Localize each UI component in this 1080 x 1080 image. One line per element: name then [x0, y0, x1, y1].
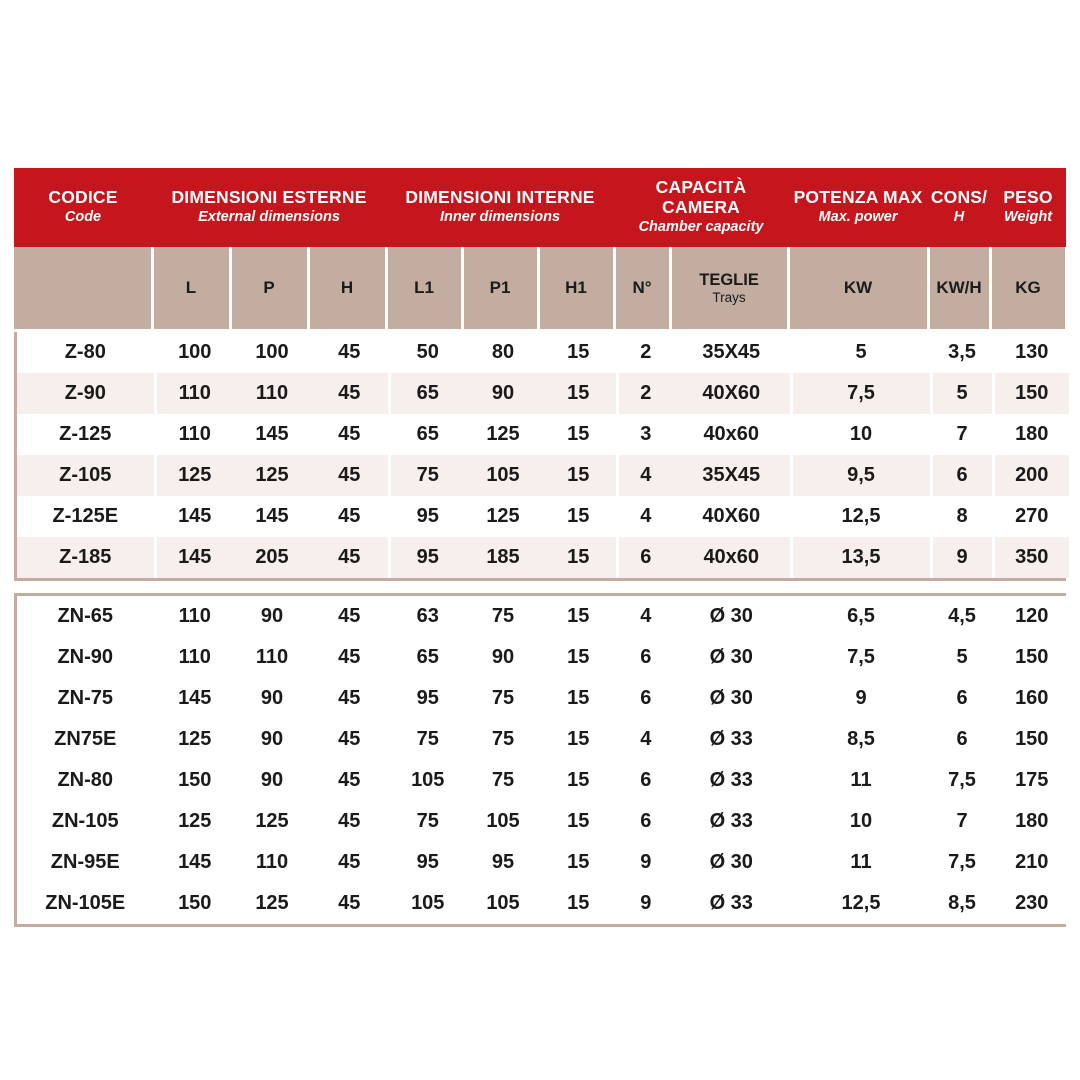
- cell-code: Z-80: [17, 332, 155, 373]
- table-row: [17, 332, 1069, 373]
- cell-kwh: 3,5: [931, 332, 993, 373]
- header-col-l: L: [152, 247, 230, 331]
- cell-p: 90: [233, 760, 311, 801]
- cell-teglie: Ø 30: [673, 842, 791, 883]
- cell-l: 150: [155, 760, 233, 801]
- header-group-potenza-title: POTENZA MAX: [793, 187, 923, 208]
- cell-l1: 95: [389, 678, 465, 719]
- cell-l: 110: [155, 596, 233, 637]
- cell-kwh: 6: [931, 719, 993, 760]
- cell-kw: 10: [791, 414, 931, 455]
- cell-code: ZN-95E: [17, 842, 155, 883]
- table-row: [17, 373, 1069, 414]
- table-row: [17, 537, 1069, 578]
- cell-h1: 15: [541, 373, 617, 414]
- cell-h: 45: [311, 719, 389, 760]
- cell-h: 45: [311, 455, 389, 496]
- cell-code: ZN-65: [17, 596, 155, 637]
- cell-kwh: 7: [931, 801, 993, 842]
- cell-teglie: Ø 33: [673, 719, 791, 760]
- cell-code: Z-125: [17, 414, 155, 455]
- cell-n: 4: [617, 496, 673, 537]
- header-group-esterne-title: DIMENSIONI ESTERNE: [171, 187, 367, 208]
- header-group-capacita-subtitle: Chamber capacity: [638, 219, 764, 236]
- cell-code: ZN75E: [17, 719, 155, 760]
- spec-table-series-zn: [17, 596, 1069, 924]
- cell-h: 45: [311, 883, 389, 924]
- cell-p: 110: [233, 637, 311, 678]
- cell-code: ZN-105: [17, 801, 155, 842]
- cell-p: 145: [233, 496, 311, 537]
- cell-teglie: Ø 30: [673, 596, 791, 637]
- table-row: [17, 455, 1069, 496]
- header-col-kw: KW: [788, 247, 928, 331]
- cell-kwh: 4,5: [931, 596, 993, 637]
- table-row: [17, 496, 1069, 537]
- cell-p: 125: [233, 455, 311, 496]
- cell-h1: 15: [541, 596, 617, 637]
- table-row: [17, 801, 1069, 842]
- cell-kg: 160: [993, 678, 1069, 719]
- cell-h: 45: [311, 678, 389, 719]
- cell-kwh: 7,5: [931, 760, 993, 801]
- cell-p1: 90: [465, 373, 541, 414]
- cell-h: 45: [311, 537, 389, 578]
- header-group-consumo-title: CONS/: [930, 187, 988, 208]
- header-group-dimensioni-esterne: [152, 168, 386, 247]
- table-row: [17, 414, 1069, 455]
- cell-kwh: 6: [931, 455, 993, 496]
- cell-l1: 50: [389, 332, 465, 373]
- cell-kg: 270: [993, 496, 1069, 537]
- cell-kw: 10: [791, 801, 931, 842]
- cell-h: 45: [311, 760, 389, 801]
- cell-n: 4: [617, 596, 673, 637]
- cell-code: ZN-80: [17, 760, 155, 801]
- cell-kwh: 9: [931, 537, 993, 578]
- cell-teglie: Ø 30: [673, 637, 791, 678]
- cell-l1: 95: [389, 537, 465, 578]
- table-row: [17, 883, 1069, 924]
- cell-kg: 120: [993, 596, 1069, 637]
- table-row: [17, 596, 1069, 637]
- cell-h1: 15: [541, 455, 617, 496]
- cell-kg: 150: [993, 719, 1069, 760]
- cell-p: 125: [233, 801, 311, 842]
- cell-kg: 175: [993, 760, 1069, 801]
- cell-l1: 95: [389, 842, 465, 883]
- cell-kw: 9: [791, 678, 931, 719]
- spec-table-header: [14, 168, 1068, 332]
- cell-code: Z-125E: [17, 496, 155, 537]
- header-col-n: N°: [614, 247, 670, 331]
- cell-l: 145: [155, 842, 233, 883]
- table-row: [17, 637, 1069, 678]
- header-group-potenza-subtitle: Max. power: [818, 209, 898, 226]
- cell-kw: 11: [791, 842, 931, 883]
- cell-n: 6: [617, 760, 673, 801]
- cell-p1: 95: [465, 842, 541, 883]
- cell-kg: 230: [993, 883, 1069, 924]
- cell-kw: 7,5: [791, 373, 931, 414]
- cell-p1: 75: [465, 678, 541, 719]
- cell-n: 3: [617, 414, 673, 455]
- cell-h1: 15: [541, 496, 617, 537]
- cell-p: 90: [233, 678, 311, 719]
- cell-teglie: Ø 33: [673, 883, 791, 924]
- cell-l: 145: [155, 678, 233, 719]
- cell-h: 45: [311, 414, 389, 455]
- cell-kw: 8,5: [791, 719, 931, 760]
- cell-kg: 150: [993, 637, 1069, 678]
- cell-kw: 13,5: [791, 537, 931, 578]
- cell-teglie: 40X60: [673, 373, 791, 414]
- cell-l: 110: [155, 373, 233, 414]
- cell-p: 145: [233, 414, 311, 455]
- cell-p1: 105: [465, 455, 541, 496]
- cell-n: 6: [617, 801, 673, 842]
- cell-h1: 15: [541, 883, 617, 924]
- header-row-groups: [14, 168, 1066, 247]
- cell-n: 6: [617, 637, 673, 678]
- cell-p: 125: [233, 883, 311, 924]
- cell-teglie: Ø 33: [673, 760, 791, 801]
- header-group-potenza-max: [788, 168, 928, 247]
- cell-n: 6: [617, 678, 673, 719]
- cell-l1: 95: [389, 496, 465, 537]
- cell-p: 110: [233, 373, 311, 414]
- header-group-peso: [990, 168, 1066, 247]
- header-group-consumo-subtitle: H: [953, 209, 965, 226]
- cell-h: 45: [311, 801, 389, 842]
- cell-l1: 75: [389, 719, 465, 760]
- cell-teglie: 35X45: [673, 455, 791, 496]
- header-group-consumo: [928, 168, 990, 247]
- header-row-columns: [14, 247, 1066, 331]
- cell-teglie: Ø 33: [673, 801, 791, 842]
- cell-teglie: Ø 30: [673, 678, 791, 719]
- cell-kg: 350: [993, 537, 1069, 578]
- cell-h1: 15: [541, 760, 617, 801]
- cell-l: 100: [155, 332, 233, 373]
- cell-teglie: 35X45: [673, 332, 791, 373]
- cell-kg: 180: [993, 414, 1069, 455]
- table-row: [17, 842, 1069, 883]
- cell-kg: 180: [993, 801, 1069, 842]
- cell-l1: 75: [389, 801, 465, 842]
- cell-l: 110: [155, 637, 233, 678]
- cell-l1: 75: [389, 455, 465, 496]
- block-series-zn: [14, 593, 1066, 927]
- header-col-kwh: KW/H: [928, 247, 990, 331]
- cell-p1: 75: [465, 760, 541, 801]
- header-col-p: P: [230, 247, 308, 331]
- block-series-z: [14, 332, 1066, 581]
- cell-p1: 75: [465, 719, 541, 760]
- cell-kw: 6,5: [791, 596, 931, 637]
- cell-p1: 80: [465, 332, 541, 373]
- cell-kw: 5: [791, 332, 931, 373]
- cell-kwh: 5: [931, 637, 993, 678]
- cell-kg: 130: [993, 332, 1069, 373]
- header-col-teglie: [670, 247, 788, 331]
- cell-h: 45: [311, 332, 389, 373]
- header-col-code-blank: [14, 247, 152, 331]
- header-group-codice-subtitle: Code: [64, 209, 102, 226]
- table-row: [17, 719, 1069, 760]
- cell-n: 2: [617, 332, 673, 373]
- header-group-interne-subtitle: Inner dimensions: [440, 209, 561, 226]
- cell-kw: 9,5: [791, 455, 931, 496]
- cell-teglie: 40x60: [673, 414, 791, 455]
- cell-kw: 11: [791, 760, 931, 801]
- spec-table-wrap: [14, 168, 1066, 927]
- cell-n: 4: [617, 719, 673, 760]
- header-group-capacita-camera: [614, 168, 788, 247]
- cell-n: 9: [617, 883, 673, 924]
- cell-p1: 185: [465, 537, 541, 578]
- cell-h1: 15: [541, 637, 617, 678]
- cell-l: 145: [155, 537, 233, 578]
- cell-h1: 15: [541, 414, 617, 455]
- cell-kg: 210: [993, 842, 1069, 883]
- cell-l: 125: [155, 719, 233, 760]
- cell-l1: 105: [389, 760, 465, 801]
- spec-table-series-z: [17, 332, 1069, 578]
- cell-p1: 125: [465, 496, 541, 537]
- cell-n: 2: [617, 373, 673, 414]
- cell-h: 45: [311, 637, 389, 678]
- cell-n: 4: [617, 455, 673, 496]
- cell-teglie: 40x60: [673, 537, 791, 578]
- cell-code: Z-90: [17, 373, 155, 414]
- header-col-p1: P1: [462, 247, 538, 331]
- header-col-h: H: [308, 247, 386, 331]
- header-col-teglie-subtitle: Trays: [712, 289, 746, 305]
- cell-p: 90: [233, 596, 311, 637]
- cell-h1: 15: [541, 801, 617, 842]
- cell-h1: 15: [541, 332, 617, 373]
- cell-p1: 105: [465, 801, 541, 842]
- cell-h1: 15: [541, 678, 617, 719]
- cell-kw: 12,5: [791, 496, 931, 537]
- header-group-peso-subtitle: Weight: [1004, 209, 1053, 226]
- cell-p1: 75: [465, 596, 541, 637]
- cell-h1: 15: [541, 842, 617, 883]
- cell-p: 90: [233, 719, 311, 760]
- cell-l1: 63: [389, 596, 465, 637]
- cell-h: 45: [311, 842, 389, 883]
- cell-l: 110: [155, 414, 233, 455]
- table-row: [17, 760, 1069, 801]
- cell-teglie: 40X60: [673, 496, 791, 537]
- cell-kg: 150: [993, 373, 1069, 414]
- cell-kwh: 7,5: [931, 842, 993, 883]
- cell-kwh: 7: [931, 414, 993, 455]
- cell-kwh: 8,5: [931, 883, 993, 924]
- cell-kg: 200: [993, 455, 1069, 496]
- header-group-dimensioni-interne: [386, 168, 614, 247]
- cell-p1: 105: [465, 883, 541, 924]
- cell-kw: 12,5: [791, 883, 931, 924]
- cell-p: 110: [233, 842, 311, 883]
- cell-l: 150: [155, 883, 233, 924]
- cell-code: ZN-90: [17, 637, 155, 678]
- cell-l: 125: [155, 455, 233, 496]
- header-group-capacita-title: CAPACITÀ CAMERA: [655, 177, 747, 218]
- header-group-peso-title: PESO: [1003, 187, 1053, 208]
- cell-p: 100: [233, 332, 311, 373]
- cell-l1: 65: [389, 414, 465, 455]
- cell-code: ZN-105E: [17, 883, 155, 924]
- header-group-codice-title: CODICE: [48, 187, 118, 208]
- cell-kwh: 8: [931, 496, 993, 537]
- cell-l: 125: [155, 801, 233, 842]
- cell-h: 45: [311, 596, 389, 637]
- header-col-teglie-title: TEGLIE: [699, 270, 759, 289]
- cell-h: 45: [311, 373, 389, 414]
- cell-h1: 15: [541, 537, 617, 578]
- cell-kwh: 5: [931, 373, 993, 414]
- cell-p: 205: [233, 537, 311, 578]
- header-col-l1: L1: [386, 247, 462, 331]
- cell-code: Z-185: [17, 537, 155, 578]
- cell-code: ZN-75: [17, 678, 155, 719]
- header-group-interne-title: DIMENSIONI INTERNE: [405, 187, 595, 208]
- cell-code: Z-105: [17, 455, 155, 496]
- cell-l1: 65: [389, 373, 465, 414]
- header-col-h1: H1: [538, 247, 614, 331]
- cell-h1: 15: [541, 719, 617, 760]
- header-group-esterne-subtitle: External dimensions: [198, 209, 340, 226]
- cell-kwh: 6: [931, 678, 993, 719]
- header-group-codice: [14, 168, 152, 247]
- cell-kw: 7,5: [791, 637, 931, 678]
- cell-h: 45: [311, 496, 389, 537]
- cell-n: 6: [617, 537, 673, 578]
- cell-p1: 90: [465, 637, 541, 678]
- cell-l1: 65: [389, 637, 465, 678]
- header-col-kg: KG: [990, 247, 1066, 331]
- cell-n: 9: [617, 842, 673, 883]
- cell-l1: 105: [389, 883, 465, 924]
- table-row: [17, 678, 1069, 719]
- cell-p1: 125: [465, 414, 541, 455]
- cell-l: 145: [155, 496, 233, 537]
